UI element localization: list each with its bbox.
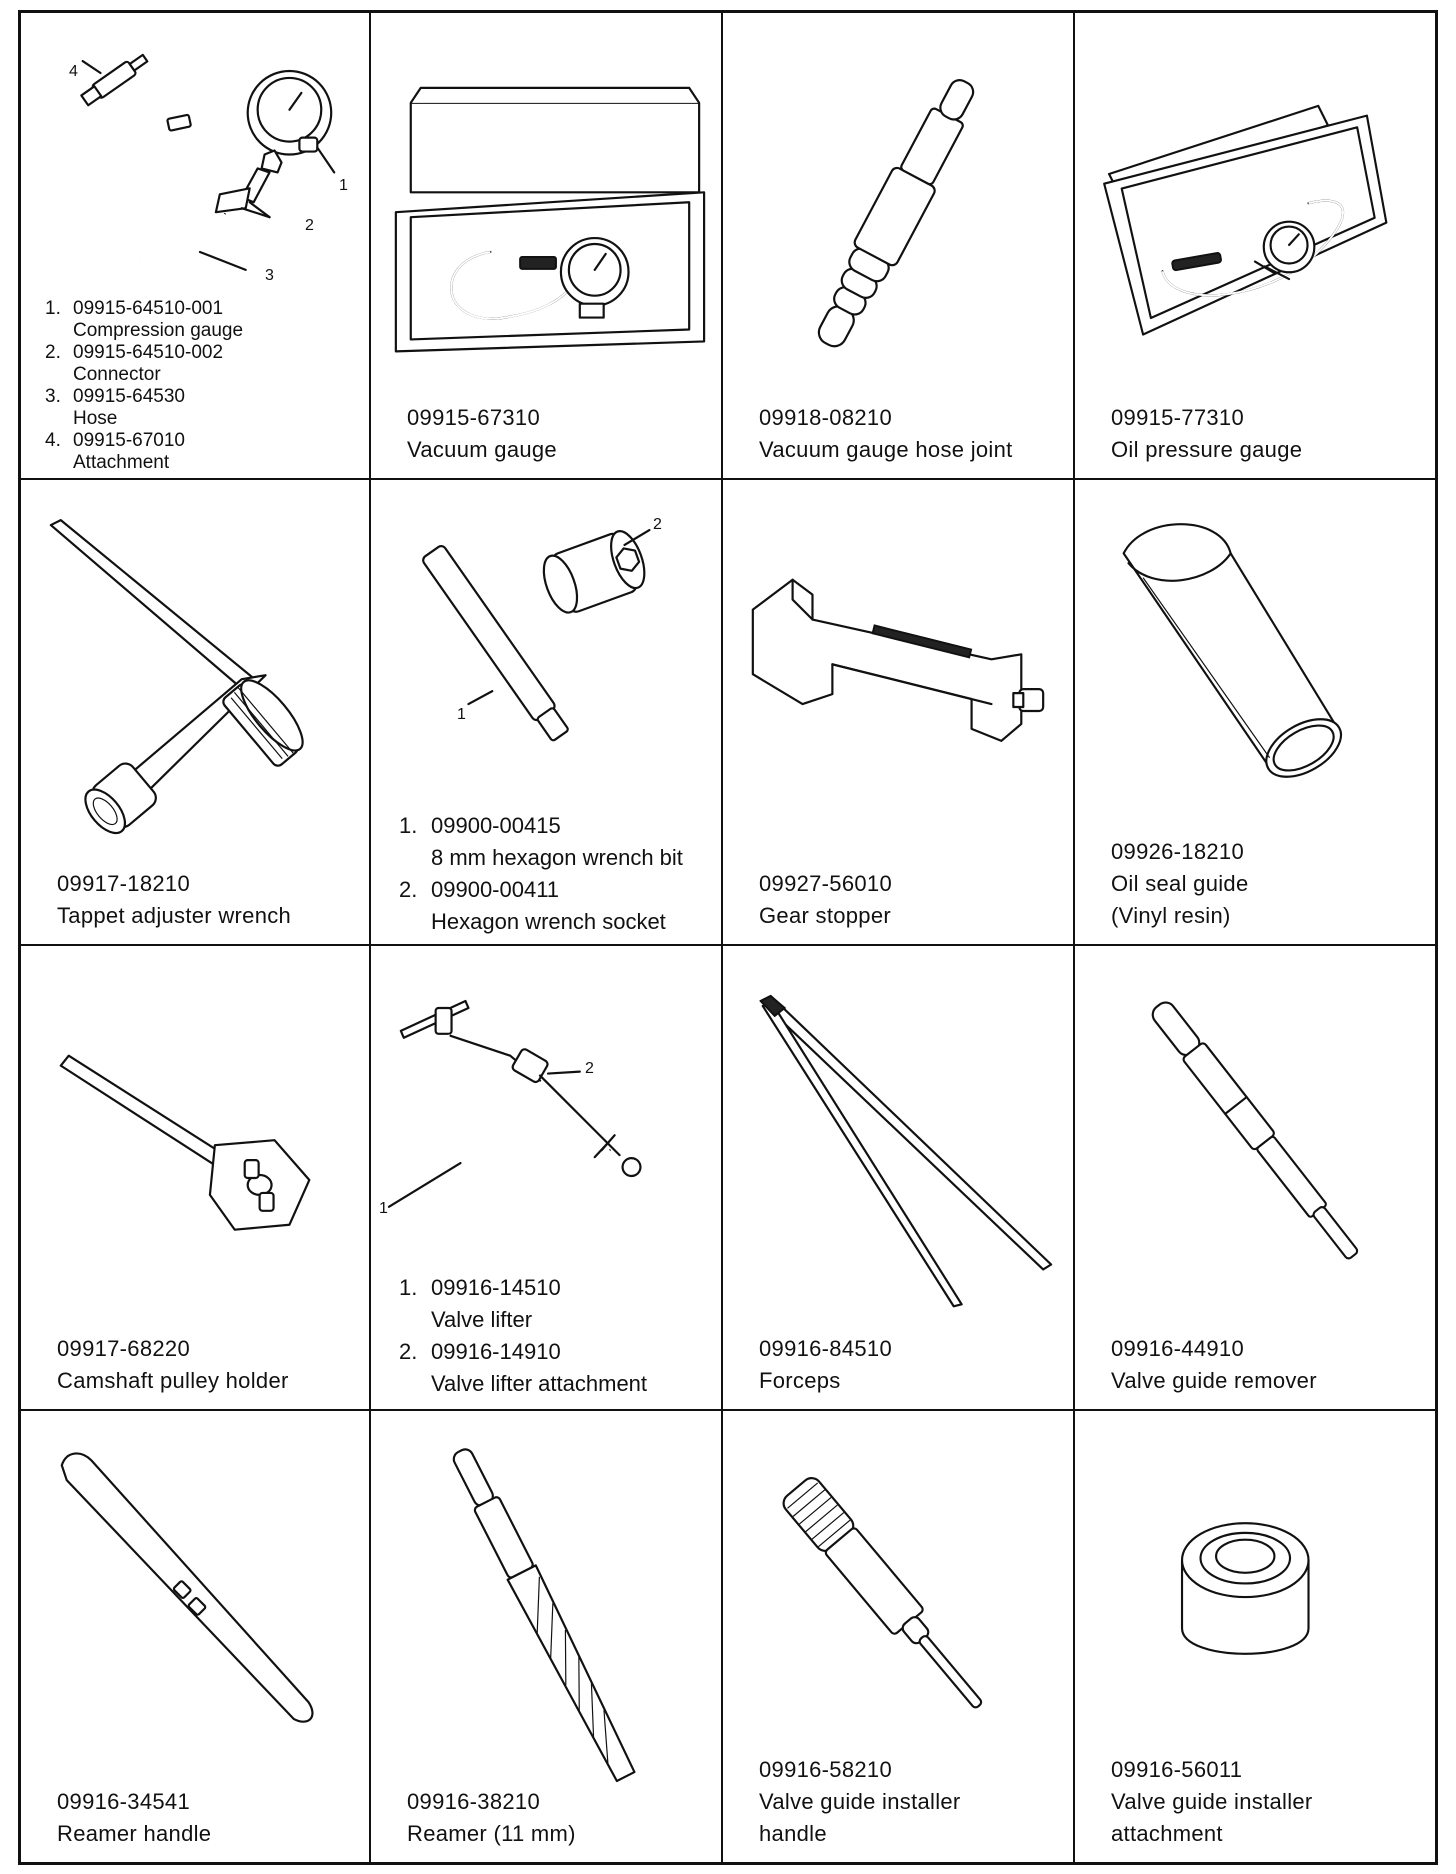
tool-cell-oil-seal-guide — [1075, 480, 1435, 946]
tool-caption — [57, 868, 291, 932]
tool-name: Valve guide installer — [1111, 1789, 1313, 1814]
tool-caption — [57, 1333, 289, 1397]
tool-cell-oil-pressure-gauge — [1075, 13, 1435, 480]
tool-cell-reamer — [371, 1411, 723, 1862]
tool-cell-valve-lifter-set — [371, 946, 723, 1411]
part-number: 09915-67010 — [73, 430, 185, 451]
tool-name: Valve guide remover — [1111, 1368, 1317, 1393]
part-number: 09900-00415 — [431, 813, 561, 838]
tool-caption — [759, 868, 892, 932]
tool-caption — [407, 1786, 576, 1850]
tool-name: Reamer handle — [57, 1821, 212, 1846]
tool-caption — [407, 402, 557, 466]
tool-cell-valve-guide-remover — [1075, 946, 1435, 1411]
callout-4: 4 — [69, 63, 78, 80]
part-name: Connector — [73, 364, 161, 385]
part-number: 09916-58210 — [759, 1757, 892, 1782]
tool-name: Reamer (11 mm) — [407, 1821, 576, 1846]
part-number: 09926-18210 — [1111, 839, 1244, 864]
tool-caption — [759, 1333, 892, 1397]
part-number: 09916-38210 — [407, 1789, 540, 1814]
tool-caption — [1111, 836, 1249, 932]
tool-caption — [1111, 1754, 1313, 1850]
tool-cell-vacuum-gauge — [371, 13, 723, 480]
tool-cell-forceps — [723, 946, 1075, 1411]
part-name: Valve lifter attachment — [431, 1371, 648, 1396]
part-name: Hose — [73, 408, 118, 429]
part-number: 09927-56010 — [759, 871, 892, 896]
tool-caption — [759, 402, 1013, 466]
tool-name: Forceps — [759, 1368, 841, 1393]
tool-name: Vacuum gauge hose joint — [759, 437, 1013, 462]
tool-name: Camshaft pulley holder — [57, 1368, 289, 1393]
part-number: 09917-18210 — [57, 871, 190, 896]
tool-cell-camshaft-pulley-holder — [21, 946, 371, 1411]
tool-name: Tappet adjuster wrench — [57, 903, 292, 928]
special-tools-sheet — [18, 10, 1438, 1865]
tool-cell-valve-guide-installer-handle — [723, 1411, 1075, 1862]
part-number: 09915-64510-002 — [73, 342, 224, 363]
part-number: 09915-67310 — [407, 405, 540, 430]
part-number: 09915-77310 — [1111, 405, 1244, 430]
part-number: 09916-14510 — [431, 1275, 561, 1300]
part-number: 09916-56011 — [1111, 1757, 1243, 1782]
callout-3: 3 — [265, 267, 274, 284]
tool-cell-tappet-adjuster-wrench — [21, 480, 371, 946]
callout-1: 1 — [379, 1200, 388, 1217]
callout-2: 2 — [653, 516, 662, 533]
tool-caption — [1111, 1333, 1317, 1397]
valve-lifter-parts-list: 1. 09916-14510 Valve lifter 2. 09916-14910 Valve lifter attachment — [399, 1272, 647, 1400]
callout-1: 1 — [339, 177, 348, 194]
part-number: 09916-14910 — [431, 1339, 561, 1364]
part-number: 09916-44910 — [1111, 1336, 1244, 1361]
tool-name: Oil pressure gauge — [1111, 437, 1303, 462]
tool-cell-vacuum-gauge-hose-joint — [723, 13, 1075, 480]
part-number: 09917-68220 — [57, 1336, 190, 1361]
tool-cell-valve-guide-installer-attachment — [1075, 1411, 1435, 1862]
tool-name: Valve guide installer — [759, 1789, 961, 1814]
part-number: 09915-64530 — [73, 386, 185, 407]
part-number: 09900-00411 — [431, 877, 560, 902]
tool-name: Gear stopper — [759, 903, 892, 928]
tool-note: (Vinyl resin) — [1111, 903, 1231, 928]
callout-2: 2 — [585, 1060, 594, 1077]
tool-name: Oil seal guide — [1111, 871, 1249, 896]
part-number: 09916-34541 — [57, 1789, 190, 1814]
callout-1: 1 — [457, 706, 466, 723]
tool-cell-compression-gauge-set — [21, 13, 371, 480]
part-name: Attachment — [73, 452, 170, 473]
tool-name-line-2: handle — [759, 1821, 827, 1846]
part-number: 09916-84510 — [759, 1336, 892, 1361]
tools-grid — [18, 10, 1438, 1865]
tool-name: Vacuum gauge — [407, 437, 557, 462]
part-name: Valve lifter — [431, 1307, 533, 1332]
tool-cell-reamer-handle — [21, 1411, 371, 1862]
part-name: 8 mm hexagon wrench bit — [431, 845, 683, 870]
part-name: Hexagon wrench socket — [431, 909, 666, 934]
compression-gauge-parts-list: 1. 09915-64510-001 Compression gauge 2. 09915-64510-002 Connector 3. 09915-64530 Hose 4. 09915-67010 Attachment — [45, 298, 244, 473]
tool-caption — [1111, 402, 1302, 466]
part-name: Compression gauge — [73, 320, 244, 341]
hexagon-wrench-parts-list: 1. 09900-00415 8 mm hexagon wrench bit 2. 09900-00411 Hexagon wrench socket — [399, 810, 683, 938]
part-number: 09915-64510-001 — [73, 298, 224, 319]
callout-2: 2 — [305, 217, 314, 234]
part-number: 09918-08210 — [759, 405, 892, 430]
tool-caption — [57, 1786, 211, 1850]
tool-cell-hexagon-wrench-set — [371, 480, 723, 946]
tool-name-line-2: attachment — [1111, 1821, 1223, 1846]
tool-caption — [759, 1754, 961, 1850]
tool-cell-gear-stopper — [723, 480, 1075, 946]
